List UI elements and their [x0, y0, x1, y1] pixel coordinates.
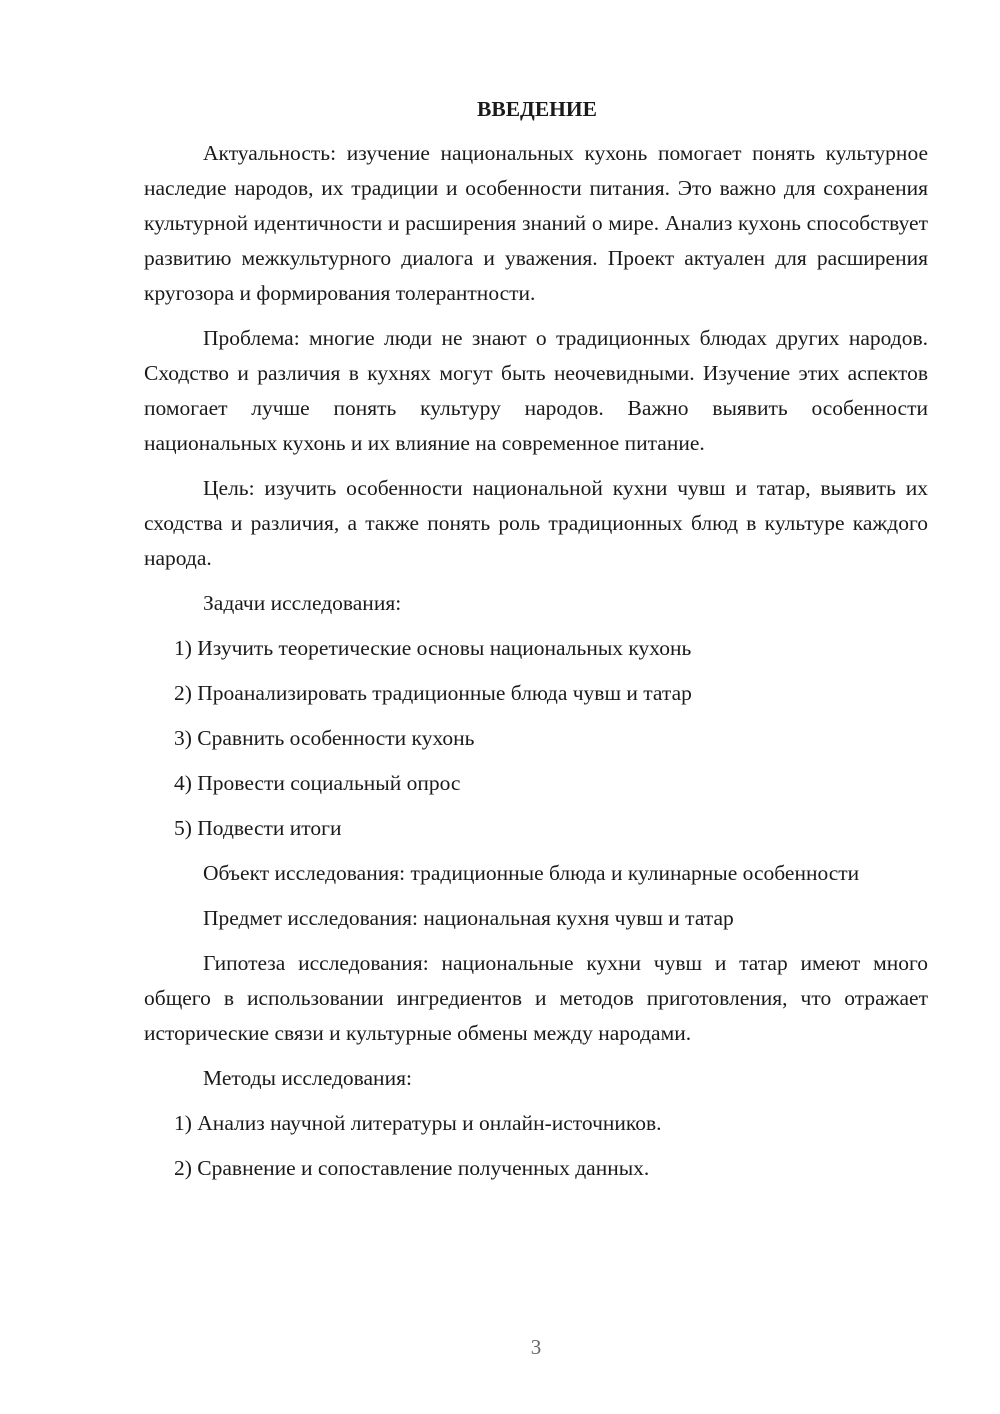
methods-heading: Методы исследования:	[203, 1066, 412, 1090]
relevance-paragraph: Актуальность: изучение национальных кухонь помогает понять культурное наследие народов, их традиции и особенности питания. Это важно для сохранения культурной идентичности и расширения знаний о мире. Анализ кухонь способствует развитию межкультурного диалога и уважения. Проект актуален для расширения кругозора и формирования толерантности.	[144, 141, 928, 305]
subject-paragraph: Предмет исследования: национальная кухня чувш и татар	[203, 906, 734, 930]
object-paragraph: Объект исследования: традиционные блюда и кулинарные особенности	[203, 861, 860, 885]
section-title: ВВЕДЕНИЕ	[477, 97, 597, 121]
tasks-heading: Задачи исследования:	[203, 591, 402, 615]
task-item: 1) Изучить теоретические основы национальных кухонь	[174, 636, 692, 660]
task-item: 2) Проанализировать традиционные блюда чувш и татар	[174, 681, 692, 705]
task-item: 3) Сравнить особенности кухонь	[174, 726, 475, 750]
hypothesis-paragraph: Гипотеза исследования: национальные кухни чувш и татар имеют много общего в использовании ингредиентов и методов приготовления, что отражает исторические связи и культурные обмены между народами.	[144, 951, 928, 1045]
task-item: 4) Провести социальный опрос	[174, 771, 461, 795]
page-number: 3	[530, 1335, 542, 1359]
method-item: 2) Сравнение и сопоставление полученных данных.	[174, 1156, 650, 1180]
problem-paragraph: Проблема: многие люди не знают о традиционных блюдах других народов. Сходство и различия в кухнях могут быть неочевидными. Изучение этих аспектов помогает лучше понять культуру народов. Важно выявить особенности национальных кухонь и их влияние на современное питание.	[144, 326, 928, 455]
method-item: 1) Анализ научной литературы и онлайн-источников.	[174, 1111, 662, 1135]
task-item: 5) Подвести итоги	[174, 816, 342, 840]
document-page	[144, 92, 928, 1196]
goal-paragraph: Цель: изучить особенности национальной кухни чувш и татар, выявить их сходства и различия, а также понять роль традиционных блюд в культуре каждого народа.	[144, 476, 928, 570]
